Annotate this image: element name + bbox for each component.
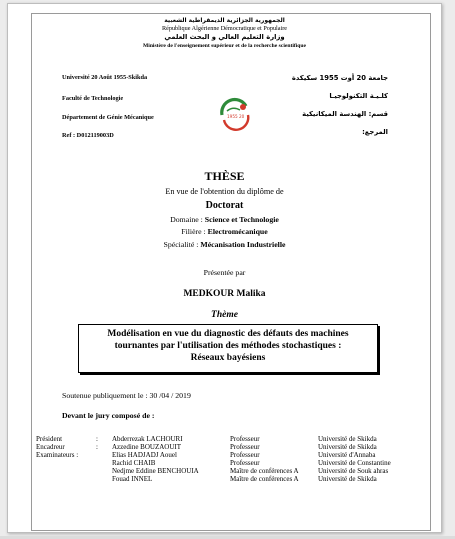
jury-institution: Université d'Annaba (318, 451, 376, 459)
department-ar: قسم: الهندسة الميكانيكية (302, 110, 388, 118)
filiere-line (8, 227, 441, 236)
university-fr: Université 20 Août 1955-Skikda (62, 74, 148, 81)
jury-name: Azzedine BOUZAOUIT (112, 443, 182, 451)
header-fr-republic: République Algérienne Démocratique et Populaire (161, 25, 288, 32)
specialite-value: Mécanisation Industrielle (200, 240, 286, 249)
jury-name: Nedjme Eddine BENCHOUIA (112, 467, 199, 475)
thesis-theme-box (78, 324, 378, 373)
jury-role: Encadreur (36, 443, 65, 451)
jury-institutions (318, 435, 391, 483)
jury-grade: Professeur (230, 459, 260, 467)
jury-institution: Université de Skikda (318, 435, 377, 443)
ref-ar: المرجع: (362, 128, 388, 136)
jury-grade: Maître de conférences A (230, 475, 299, 483)
theme-label: Thème (211, 310, 238, 320)
faculty-ar: كلـيـة التكنولوجيـا (329, 92, 388, 100)
header-ar-ministry: وزارة التعليم العالي و البحث العلمي (164, 33, 285, 41)
domain-value: Science et Technologie (204, 215, 279, 224)
header-ar-republic: الجمهورية الجزائرية الديمقراطية الشعبية (164, 17, 285, 24)
specialite-line (8, 240, 441, 249)
university-crest-icon (218, 97, 252, 131)
jury-role: Président (36, 435, 63, 443)
jury-names (112, 435, 199, 483)
theme-line-1: Modélisation en vue du diagnostic des défauts des machines (107, 329, 349, 339)
jury-institution: Université de Constantine (318, 459, 391, 467)
jury-separators: : : (96, 435, 98, 451)
department-fr: Département de Génie Mécanique (62, 114, 154, 121)
specialite-label: Spécialité : (163, 240, 199, 249)
header-fr-ministry: Ministère de l'enseignement supérieur et de la recherche scientifique (142, 43, 307, 49)
jury-roles (36, 435, 78, 459)
jury-grade: Professeur (230, 451, 260, 459)
logo-text: 1955 20 (227, 114, 245, 119)
thesis-title: THÈSE (204, 169, 245, 183)
degree: Doctorat (205, 200, 244, 211)
thesis-subtitle: En vue de l'obtention du diplôme de (165, 187, 284, 196)
jury-grade: Maître de conférences A (230, 467, 299, 475)
jury-grade: Professeur (230, 443, 260, 451)
domain-line (8, 215, 441, 224)
jury-institution: Université de Souk ahras (318, 467, 389, 475)
jury-institution: Université de Skikda (318, 443, 377, 451)
faculty-fr: Faculté de Technologie (62, 95, 124, 102)
jury-institution: Université de Skikda (318, 475, 377, 483)
domain-label: Domaine : (170, 215, 203, 224)
presented-by: Présentée par (203, 268, 246, 277)
filiere-label: Filière : (181, 227, 206, 236)
author-name: MEDKOUR Malika (183, 289, 266, 299)
document-page (7, 3, 442, 533)
theme-line-2: tournantes par l'utilisation des méthodes stochastiques : (114, 341, 342, 351)
filiere-value: Electromécanique (207, 227, 268, 236)
jury-grade: Professeur (230, 435, 260, 443)
jury-name: Fouad INNEL (112, 475, 153, 483)
jury-grades (230, 435, 299, 483)
university-ar: جامعة 20 أوت 1955 سكيكدة (291, 74, 388, 82)
ref-fr: Ref : D012119003D (62, 132, 114, 139)
jury-name: Elias HADJADJ Aouel (112, 451, 177, 459)
jury-heading: Devant le jury composé de : (62, 411, 155, 420)
theme-line-3: Réseaux bayésiens (190, 353, 266, 363)
jury-name: Rachid CHAIB (112, 459, 156, 467)
jury-name: Abderrezak LACHOURI (112, 435, 183, 443)
defense-date: Soutenue publiquement le : 30 /04 / 2019 (62, 391, 191, 400)
jury-role: Examinateurs : (36, 451, 79, 459)
